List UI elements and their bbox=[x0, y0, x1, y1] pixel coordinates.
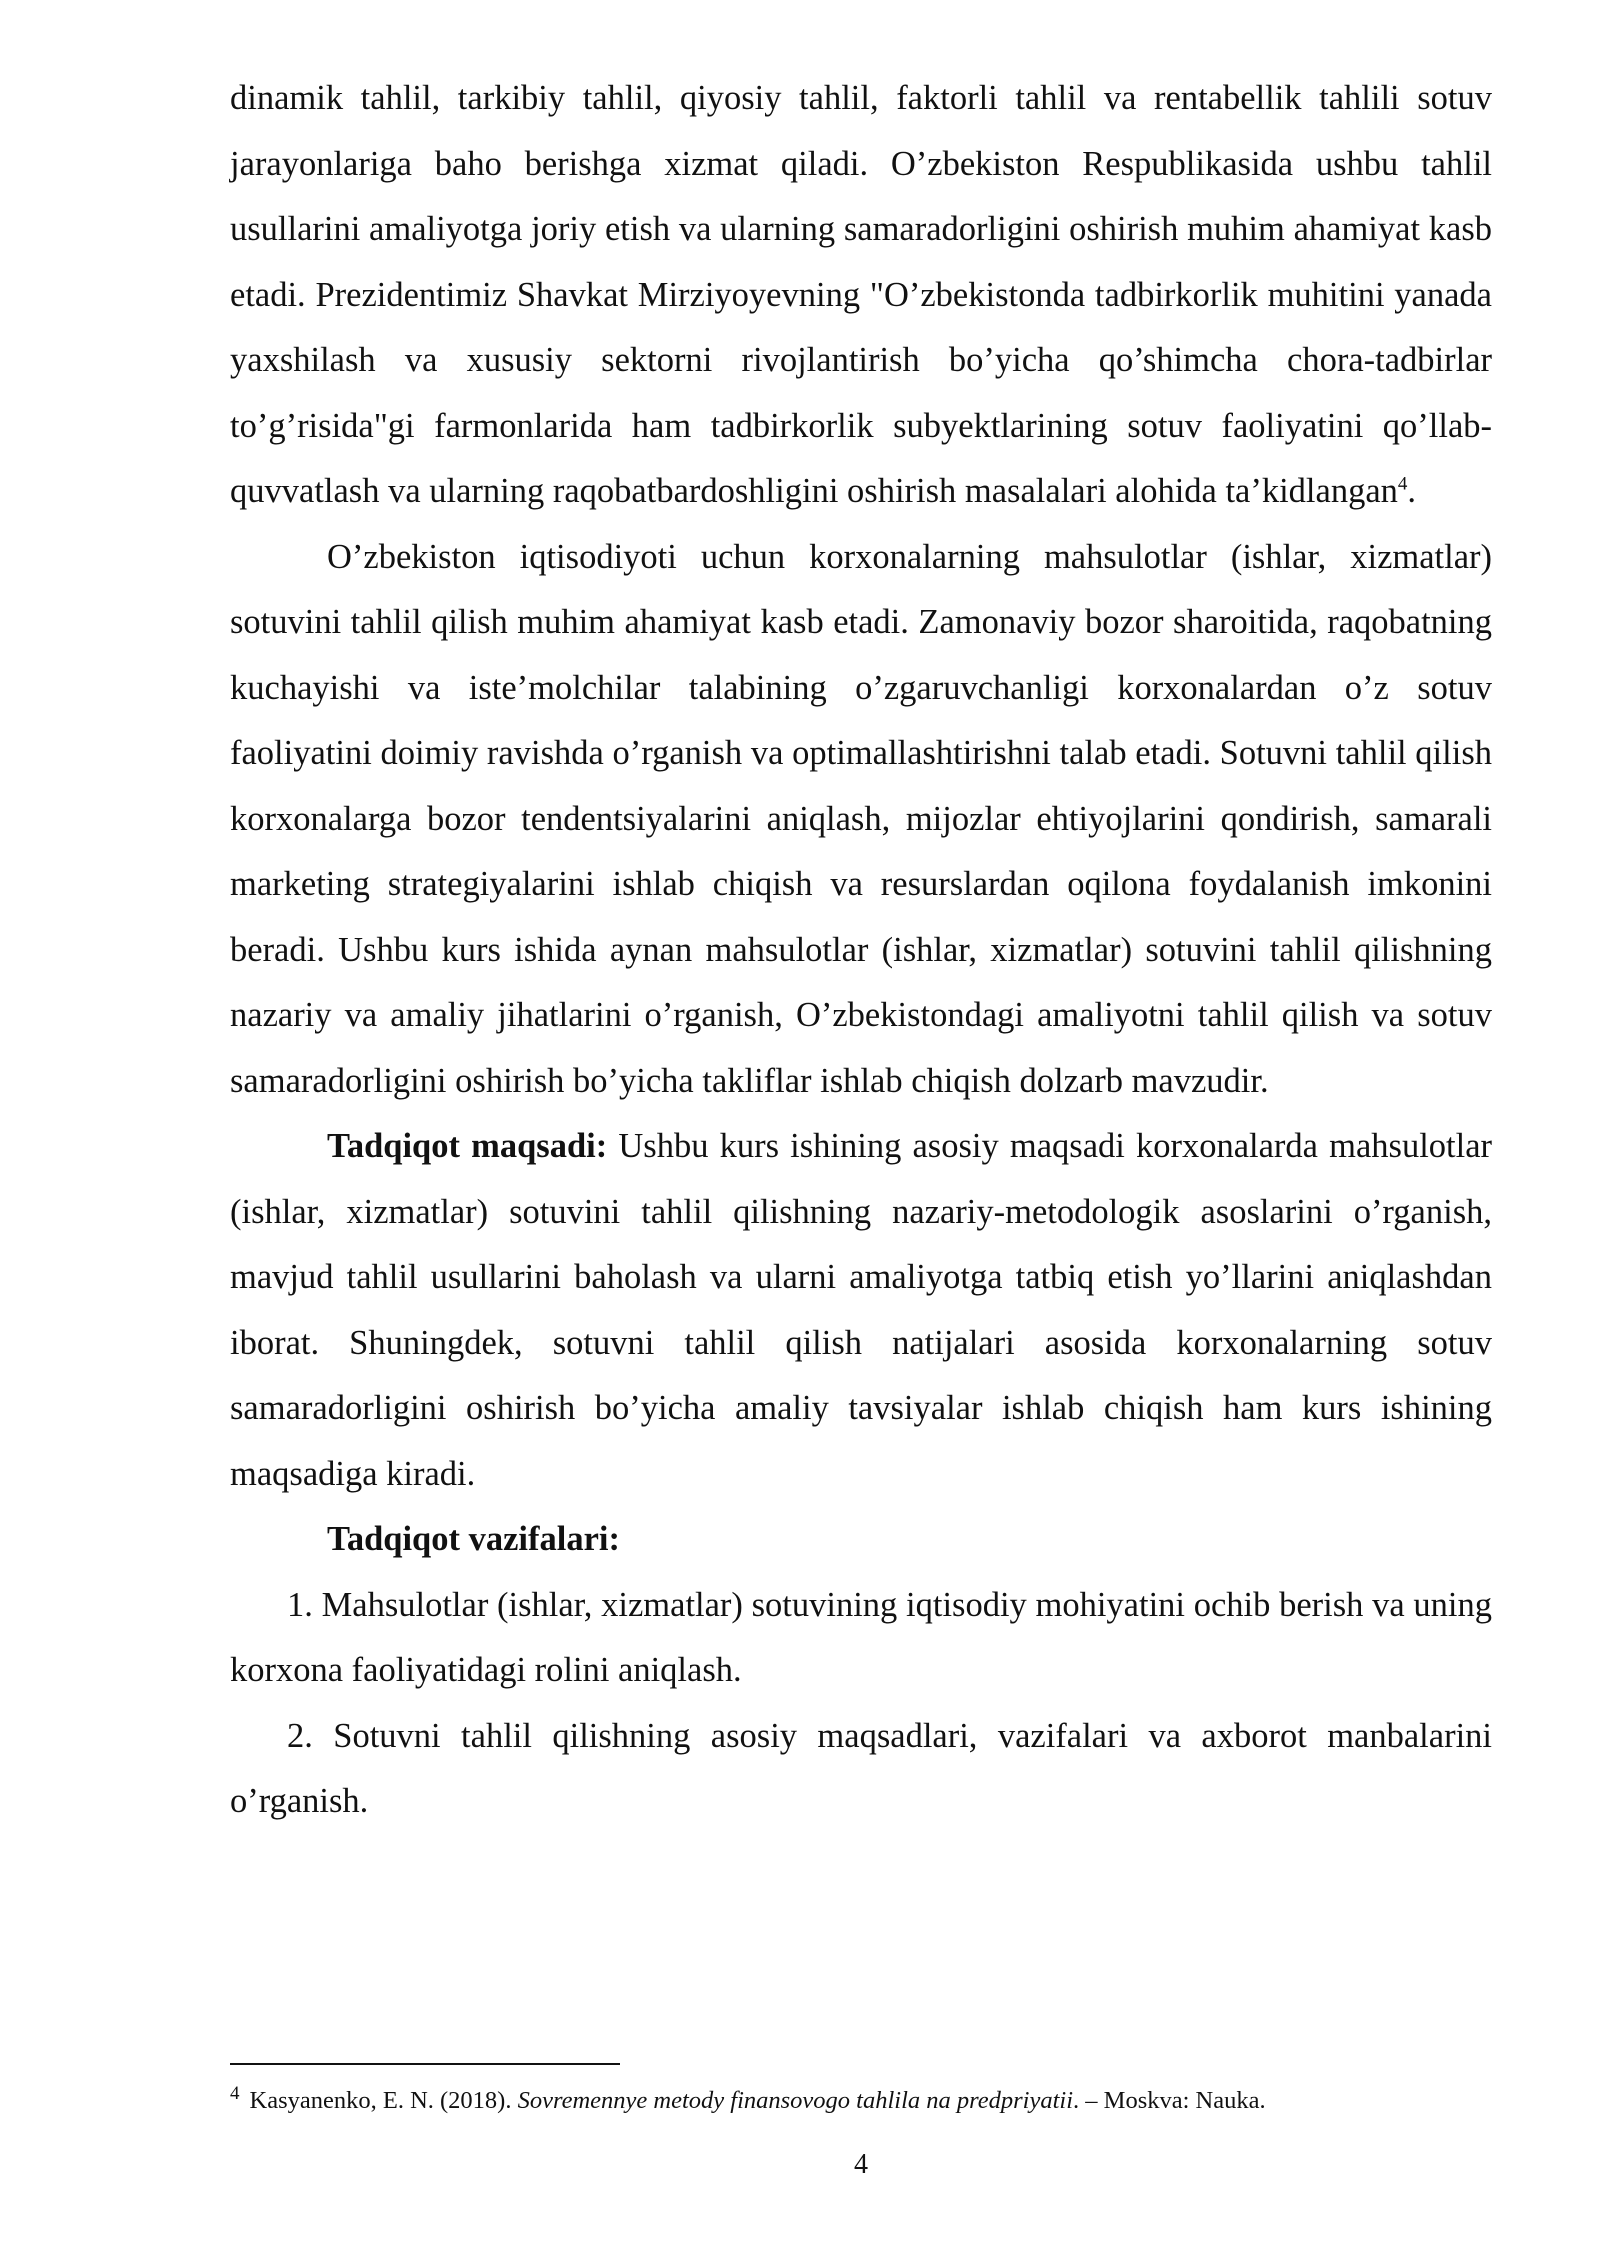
paragraph-text: dinamik tahlil, tarkibiy tahlil, qiyosiy tahlil, faktorli tahlil va rentabellik tahlili sotuv jarayonlariga baho berishga xizmat qiladi. O’zbekiston Respublikasida ushbu tahlil usullarini amaliyotga joriy etish va ularning samaradorligini oshirish muhim ahamiyat kasb etadi. Prezidentimiz Shavkat Mirziyoyevning "O’zbekistonda tadbirkorlik muhitini yanada yaxshilash va xususiy sektorni rivojlantirish bo’yicha qo’shimcha chora-tadbirlar to’g’risida"gi farmonlarida ham tadbirkorlik subyektlarining sotuv faoliyatini qo’llab-quvvatlash va ularning raqobatbardoshligini oshirish masalalari alohida ta’kidlangan bbox=[230, 79, 1492, 510]
list-item-task-1: 1. Mahsulotlar (ishlar, xizmatlar) sotuvining iqtisodiy mohiyatini ochib berish va uning korxona faoliyatidagi rolini aniqlash. bbox=[230, 1585, 1492, 1689]
research-tasks-heading: Tadqiqot vazifalari: bbox=[327, 1520, 620, 1558]
footnote-author: Kasyanenko, E. N. (2018). bbox=[249, 2087, 518, 2114]
footnote-title: Sovremennye metody finansovogo tahlila na predpriyatii bbox=[517, 2087, 1074, 2114]
paragraph-end: . bbox=[1407, 472, 1417, 510]
footnote-publisher: . – Moskva: Nauka. bbox=[1073, 2087, 1266, 2114]
paragraph-research-goal bbox=[230, 1114, 1492, 1507]
list-item-task-2: 2. Sotuvni tahlil qilishning asosiy maqsadlari, vazifalari va axborot manbalarini o’rganish. bbox=[230, 1716, 1492, 1820]
research-goal-text: Ushbu kurs ishining asosiy maqsadi korxonalarda mahsulotlar (ishlar, xizmatlar) sotuvini tahlil qilishning nazariy-metodologik asoslarini o’rganish, mavjud tahlil usullarini baholash va ularni amaliyotga tatbiq etish yo’llarini aniqlashdan iborat. Shuningdek, sotuvni tahlil qilish natijalari asosida korxonalarning sotuv samaradorligini oshirish bo’yicha amaliy tavsiyalar ishlab chiqish ham kurs ishining maqsadiga kiradi. bbox=[230, 1127, 1492, 1493]
document-body bbox=[230, 66, 1492, 1835]
paragraph-relevance: O’zbekiston iqtisodiyoti uchun korxonalarning mahsulotlar (ishlar, xizmatlar) sotuvini tahlil qilish muhim ahamiyat kasb etadi. Zamonaviy bozor sharoitida, raqobatning kuchayishi va iste’molchilar talabining o’zgaruvchanligi korxonalardan o’z sotuv faoliyatini doimiy ravishda o’rganish va optimallashtirishni talab etadi. Sotuvni tahlil qilish korxonalarga bozor tendentsiyalarini aniqlash, mijozlar ehtiyojlarini qondirish, samarali marketing strategiyalarini ishlab chiqish va resurslardan oqilona foydalanish imkonini beradi. Ushbu kurs ishida aynan mahsulotlar (ishlar, xizmatlar) sotuvini tahlil qilishning nazariy va amaliy jihatlarini o’rganish, O’zbekistondagi amaliyotni tahlil qilish va sotuv samaradorligini oshirish bo’yicha takliflar ishlab chiqish dolzarb mavzudir. bbox=[230, 537, 1492, 1100]
paragraph-analysis-methods bbox=[230, 66, 1492, 525]
page-number: 4 bbox=[854, 2149, 868, 2180]
research-goal-heading: Tadqiqot maqsadi: bbox=[327, 1127, 608, 1165]
footnote-separator bbox=[230, 2063, 620, 2065]
footnote-number: 4 bbox=[230, 2082, 240, 2104]
footnote bbox=[230, 2084, 1492, 2118]
footnote-reference[interactable]: 4 bbox=[1397, 473, 1408, 495]
